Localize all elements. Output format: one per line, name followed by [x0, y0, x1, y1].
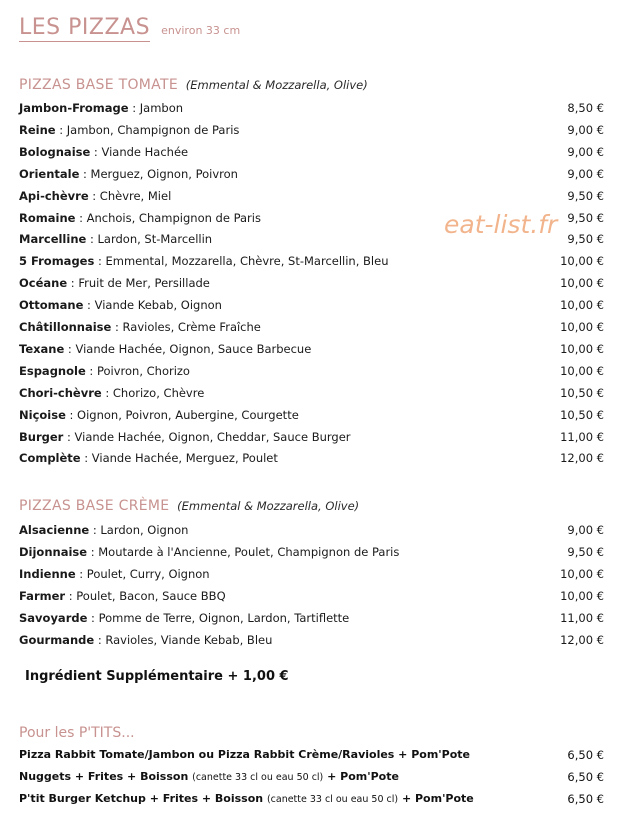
item-name: Marcelline: [19, 232, 87, 247]
menu-item: [19, 167, 604, 187]
menu-item: [19, 523, 604, 543]
item-description: : Moutarde à l'Ancienne, Poulet, Champignon de Paris: [87, 544, 400, 559]
item-price: 8,50 €: [567, 101, 604, 115]
item-description: : Viande Hachée: [90, 144, 189, 159]
item-name: Châtillonnaise: [19, 320, 112, 334]
menu-item: [19, 101, 604, 121]
section-note: (Emmental & Mozzarella, Olive): [177, 499, 360, 513]
watermark-logo: eat-list.fr: [444, 210, 558, 239]
kids-item-pre: P'tit Burger Ketchup + Frites + Boisson: [19, 792, 267, 805]
item-description: : Poivron, Chorizo: [85, 363, 190, 378]
menu-item: [19, 189, 604, 209]
section-title: PIZZAS BASE CRÈME: [19, 498, 170, 514]
item-name: Espagnole: [19, 363, 86, 378]
item-description: : Anchois, Champignon de Paris: [75, 210, 261, 225]
menu-item: [19, 545, 604, 565]
item-name: Api-chèvre: [19, 188, 89, 203]
item-name: Niçoise: [19, 407, 66, 422]
item-name: Dijonnaise: [19, 544, 88, 559]
item-price: 12,00 €: [560, 451, 604, 466]
item-price: 9,00 €: [567, 166, 604, 181]
item-name: 5 Fromages: [19, 254, 95, 269]
item-price: 10,00 €: [560, 341, 604, 356]
item-price: 10,00 €: [560, 320, 604, 334]
item-description: : Merguez, Oignon, Poivron: [79, 166, 238, 181]
item-description: : Ravioles, Viande Kebab, Bleu: [94, 632, 273, 647]
item-name: Farmer: [19, 588, 66, 603]
item-price: 9,00 €: [567, 122, 604, 137]
item-name: Jambon-Fromage: [19, 101, 129, 115]
section-title: PIZZAS BASE TOMATE: [19, 77, 178, 93]
menu-item: [19, 276, 604, 296]
menu-item: [19, 342, 604, 362]
menu-item: [19, 451, 604, 471]
kids-item-small: (canette 33 cl ou eau 50 cl): [192, 772, 324, 783]
section-heading-creme: [19, 498, 359, 514]
kids-menu-item: [19, 748, 604, 768]
item-name: Océane: [19, 276, 68, 291]
item-price: 10,00 €: [560, 276, 604, 291]
item-name: Texane: [19, 341, 65, 356]
item-price: 9,50 €: [567, 544, 604, 559]
item-name: Indienne: [19, 566, 76, 581]
kids-item-small: (canette 33 cl ou eau 50 cl): [266, 794, 399, 805]
item-price: 11,00 €: [560, 610, 604, 625]
item-price: 10,00 €: [560, 254, 604, 269]
kids-item-post: + Pom'Pote: [323, 770, 399, 783]
item-name: Ottomane: [19, 298, 84, 313]
menu-item: [19, 633, 604, 653]
extra-ingredient-note: Ingrédient Supplémentaire + 1,00 €: [25, 669, 289, 684]
item-name: Alsacienne: [19, 523, 90, 537]
item-name: Burger: [19, 429, 64, 444]
item-description: : Fruit de Mer, Persillade: [67, 276, 210, 291]
menu-item: [19, 364, 604, 384]
menu-item: [19, 611, 604, 631]
item-price: 10,50 €: [560, 385, 604, 400]
item-name: Bolognaise: [19, 144, 91, 159]
item-description: : Oignon, Poivron, Aubergine, Courgette: [65, 407, 299, 422]
menu-item: [19, 123, 604, 143]
item-name: Orientale: [19, 166, 80, 181]
item-price: 9,00 €: [567, 523, 604, 537]
item-price: 10,00 €: [560, 363, 604, 378]
kids-item-pre: Nuggets + Frites + Boisson: [19, 770, 193, 783]
item-name: Reine: [19, 122, 56, 137]
item-name: Gourmande: [19, 632, 95, 647]
menu-item: [19, 320, 604, 340]
menu-item: [19, 232, 604, 252]
item-description: : Viande Hachée, Merguez, Poulet: [80, 451, 278, 466]
menu-item: [19, 211, 604, 231]
item-price: 10,00 €: [560, 298, 604, 313]
page-title: LES PIZZAS: [19, 15, 151, 40]
item-price: 10,00 €: [560, 588, 604, 603]
section-heading-kids: Pour les P'TITS...: [19, 725, 135, 741]
kids-menu-item: [19, 792, 604, 812]
item-description: : Chèvre, Miel: [88, 188, 172, 203]
menu-item: [19, 567, 604, 587]
kids-item-post: + Pom'Pote: [398, 792, 474, 805]
menu-header: [19, 15, 240, 42]
item-price: 9,50 €: [567, 188, 604, 203]
kids-menu-item: [19, 770, 604, 790]
item-description: : Emmental, Mozzarella, Chèvre, St-Marcellin, Bleu: [94, 254, 389, 269]
menu-item: [19, 145, 604, 165]
item-description: : Lardon, St-Marcellin: [86, 232, 213, 247]
menu-item: [19, 254, 604, 274]
kids-item-pre: Pizza Rabbit Tomate/Jambon ou Pizza Rabbit Crème/Ravioles + Pom'Pote: [19, 748, 471, 761]
item-price: 11,00 €: [560, 429, 604, 444]
item-description: : Poulet, Curry, Oignon: [75, 566, 210, 581]
page-subtitle: environ 33 cm: [161, 24, 241, 37]
item-price: 6,50 €: [567, 770, 604, 784]
item-description: : Jambon, Champignon de Paris: [55, 122, 240, 137]
item-description: : Viande Hachée, Oignon, Sauce Barbecue: [64, 341, 312, 356]
item-price: 9,50 €: [567, 232, 604, 247]
menu-item: [19, 386, 604, 406]
item-price: 10,50 €: [560, 407, 604, 422]
item-description: : Chorizo, Chèvre: [101, 385, 205, 400]
item-price: 10,00 €: [560, 566, 604, 581]
item-price: 6,50 €: [567, 748, 604, 762]
menu-item: [19, 589, 604, 609]
item-price: 6,50 €: [567, 792, 604, 806]
menu-item: [19, 298, 604, 318]
item-name: Complète: [19, 451, 81, 466]
section-note: (Emmental & Mozzarella, Olive): [185, 78, 368, 92]
item-name: Romaine: [19, 210, 76, 225]
item-description: : Jambon: [128, 101, 184, 115]
item-name: Chori-chèvre: [19, 385, 102, 400]
item-description: : Viande Hachée, Oignon, Cheddar, Sauce Burger: [63, 429, 351, 444]
item-description: : Pomme de Terre, Oignon, Lardon, Tartiflette: [87, 610, 350, 625]
menu-item: [19, 408, 604, 428]
item-description: : Lardon, Oignon: [89, 523, 189, 537]
item-name: Savoyarde: [19, 610, 88, 625]
section-heading-tomate: [19, 77, 368, 93]
item-price: 12,00 €: [560, 632, 604, 647]
item-description: : Ravioles, Crème Fraîche: [111, 320, 261, 334]
item-price: 9,50 €: [567, 210, 604, 225]
menu-item: [19, 430, 604, 450]
item-price: 9,00 €: [567, 144, 604, 159]
item-description: : Viande Kebab, Oignon: [83, 298, 222, 313]
item-description: : Poulet, Bacon, Sauce BBQ: [65, 588, 226, 603]
